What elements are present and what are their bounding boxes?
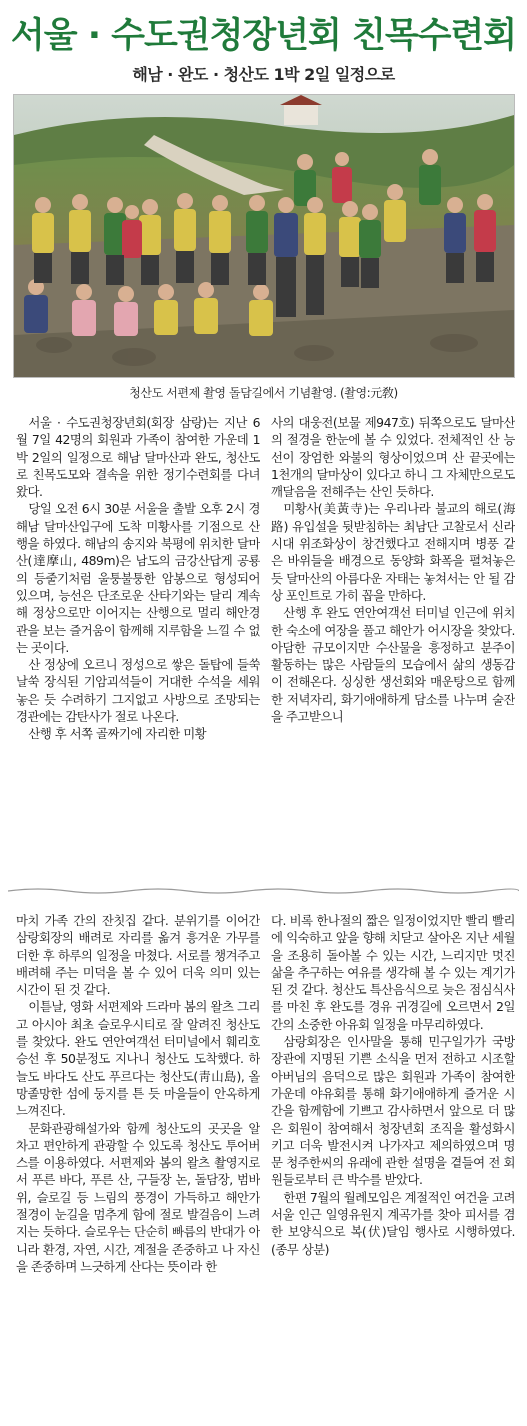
subheadline: 해남 · 완도 · 청산도 1박 2일 일정으로 <box>132 65 395 84</box>
group-photo <box>13 94 515 378</box>
section-divider <box>8 887 519 895</box>
paragraph: 산행 후 완도 연안여객선 터미널 인근에 위치한 숙소에 여장을 풀고 해안가 어시장을 찾았다. 아담한 규모이지만 수산물을 흥정하고 분주이 활동하는 많은 사람들의 모습에서 삶의 생동감이 전해온다. 싱싱한 생선회와 매운탕으로 함께한 저녁자리, 화기애애하게 담소를 나누며 술잔을 주고받으니 <box>271 605 515 725</box>
article-column-2 <box>271 414 515 874</box>
paragraph: 사의 대웅전(보물 제947호) 뒤쪽으로도 달마산의 절경을 한눈에 볼 수 있었다. 전체적인 산 능선이 장엄한 와불의 형상이었으며 산 끝곳에는 1천개의 달마상이 있다고 하니 그 자체만으로도 깨달음을 전해주는 산인 듯하다. <box>271 415 515 500</box>
paragraph: 산행 후 서쪽 골짜기에 자리한 미황 <box>28 726 207 742</box>
article-column-4 <box>271 912 515 1417</box>
article-column-1 <box>16 414 260 874</box>
paragraph: 당일 오전 6시 30분 서울을 출발 오후 2시 경 해남 달마산입구에 도착 미황사를 기점으로 산행을 하였다. 해남의 송지와 북평에 위치한 달마산(達摩山, 489m)은 남도의 금강산답게 공룡의 등줄기처럼 울퉁불퉁한 암봉으로 형성되어 있으며, 능선은 단조로운 산타기와는 달리 계속해 정상으로만 이어지는 산행으로 멀리 해안경관을 보는 즐거움이 함께해 지루함을 느낄 수 없는 곳이다. <box>16 501 260 655</box>
paragraph: 서울 · 수도권청장년회(회장 삼랑)는 지난 6월 7일 42명의 회원과 가족이 참여한 가운데 1박 2일의 일정으로 해남 달마산과 완도, 청산도로 친목도모와 결속을 위한 정기수련회를 다녀왔다. <box>16 415 260 500</box>
paragraph: 삼랑회장은 인사말을 통해 민구일가가 국방장관에 지명된 기쁜 소식을 먼저 전하고 시조할아버님의 음덕으로 많은 회원과 가족이 참여한 가운데 야유회를 통해 화기애애하게 즐거운 시간을 함께함에 기쁘고 감사하면서 앞으로 더 많은 회원이 참여해서 청장년회 조직을 활성화시키고 더욱 발전시켜 나가자고 제의하였으며 명문 청주한씨의 유래에 관한 설명을 곁들여 전 회원들로부터 큰 박수를 받았다. <box>271 1034 515 1188</box>
photo-caption: 청산도 서편제 촬영 돌담길에서 기념촬영. (촬영:元敎) <box>129 386 398 400</box>
paragraph: 이튿날, 영화 서편제와 드라마 봄의 왈츠 그리고 아시아 최초 슬로우시티로 잘 알려진 청산도를 찾았다. 완도 연안여객선 터미널에서 훼리호 승선 후 50분정도 지나니 청산도 도착했다. 하늘도 바다도 산도 푸르다는 청산도(靑山島), 올망졸망한 섬에 둥지를 튼 듯 마을들이 안옥하게 느껴진다. <box>16 999 260 1119</box>
paragraph: 미황사(美黃寺)는 우리나라 불교의 해로(海路) 유입설을 뒷받침하는 최남단 고찰로서 신라시대 위조화상이 창건했다고 전해지며 병풍 같은 바위들을 배경으로 동양화 화폭을 펼쳐놓은 듯 달마산의 아름다운 자태는 놓쳐서는 안 될 감상 포인트로 가히 꼽을 만하다. <box>271 501 515 603</box>
article-column-3 <box>16 912 260 1417</box>
headline: 서울 · 수도권청장년회 친목수련회 <box>10 16 517 56</box>
paragraph: 문화관광해설가와 함께 청산도의 곳곳을 알차고 편안하게 관광할 수 있도록 청산도 투어버스를 이용하였다. 서편제와 봄의 왈츠 촬영지로서 푸른 바다, 푸른 산, 구들장 논, 돌담장, 범바위, 슬로길 등 느림의 풍경이 가득하고 해안가 절경이 눈길을 멈추게 함에 절로 발걸음이 느려지는 듯하다. 슬로우는 단순히 빠름의 반대가 아니라 환경, 자연, 시간, 계절을 존중하고 나 자신을 존중하며 느긋하게 산다는 뜻이라 한 <box>16 1120 260 1274</box>
paragraph: 한편 7월의 월례모임은 계절적인 여건을 고려 서울 인근 일영유원지 계곡가를 찾아 피서를 겸한 보양식으로 복(伏)달임 행사로 시행하였다.(종무 상분) <box>271 1189 515 1257</box>
paragraph: 산 정상에 오르니 정성으로 쌓은 돌탑에 들쑥날쑥 장식된 기암괴석들이 거대한 수석을 세워놓은 듯 수려하기 그지없고 사방으로 조망되는 경관에는 감탄사가 절로 나온다. <box>16 657 260 725</box>
paragraph: 마치 가족 간의 잔칫집 같다. 분위기를 이어간 삼랑회장의 배려로 자리를 옮겨 흥겨운 가무를 더한 후 하루의 일정을 마쳤다. 서로를 챙겨주고 배려해 주는 미덕을 볼 수 있어 더욱 의미 있는 시간이 된 것 같다. <box>16 913 260 998</box>
paragraph: 다. 비록 한나절의 짧은 일정이었지만 빨리 빨리에 익숙하고 앞을 향해 치닫고 살아온 지난 세월을 조용히 돌아볼 수 있는 시간, 느리지만 멋진 삶을 추구하는 여유를 생각해 볼 수 있는 계기가 된 것 같다. 청산도 특산음식으로 늦은 점심식사를 마친 후 완도를 경유 귀경길에 오르면서 2일간의 소중한 아유회 일정을 마무리하였다. <box>271 913 515 1032</box>
